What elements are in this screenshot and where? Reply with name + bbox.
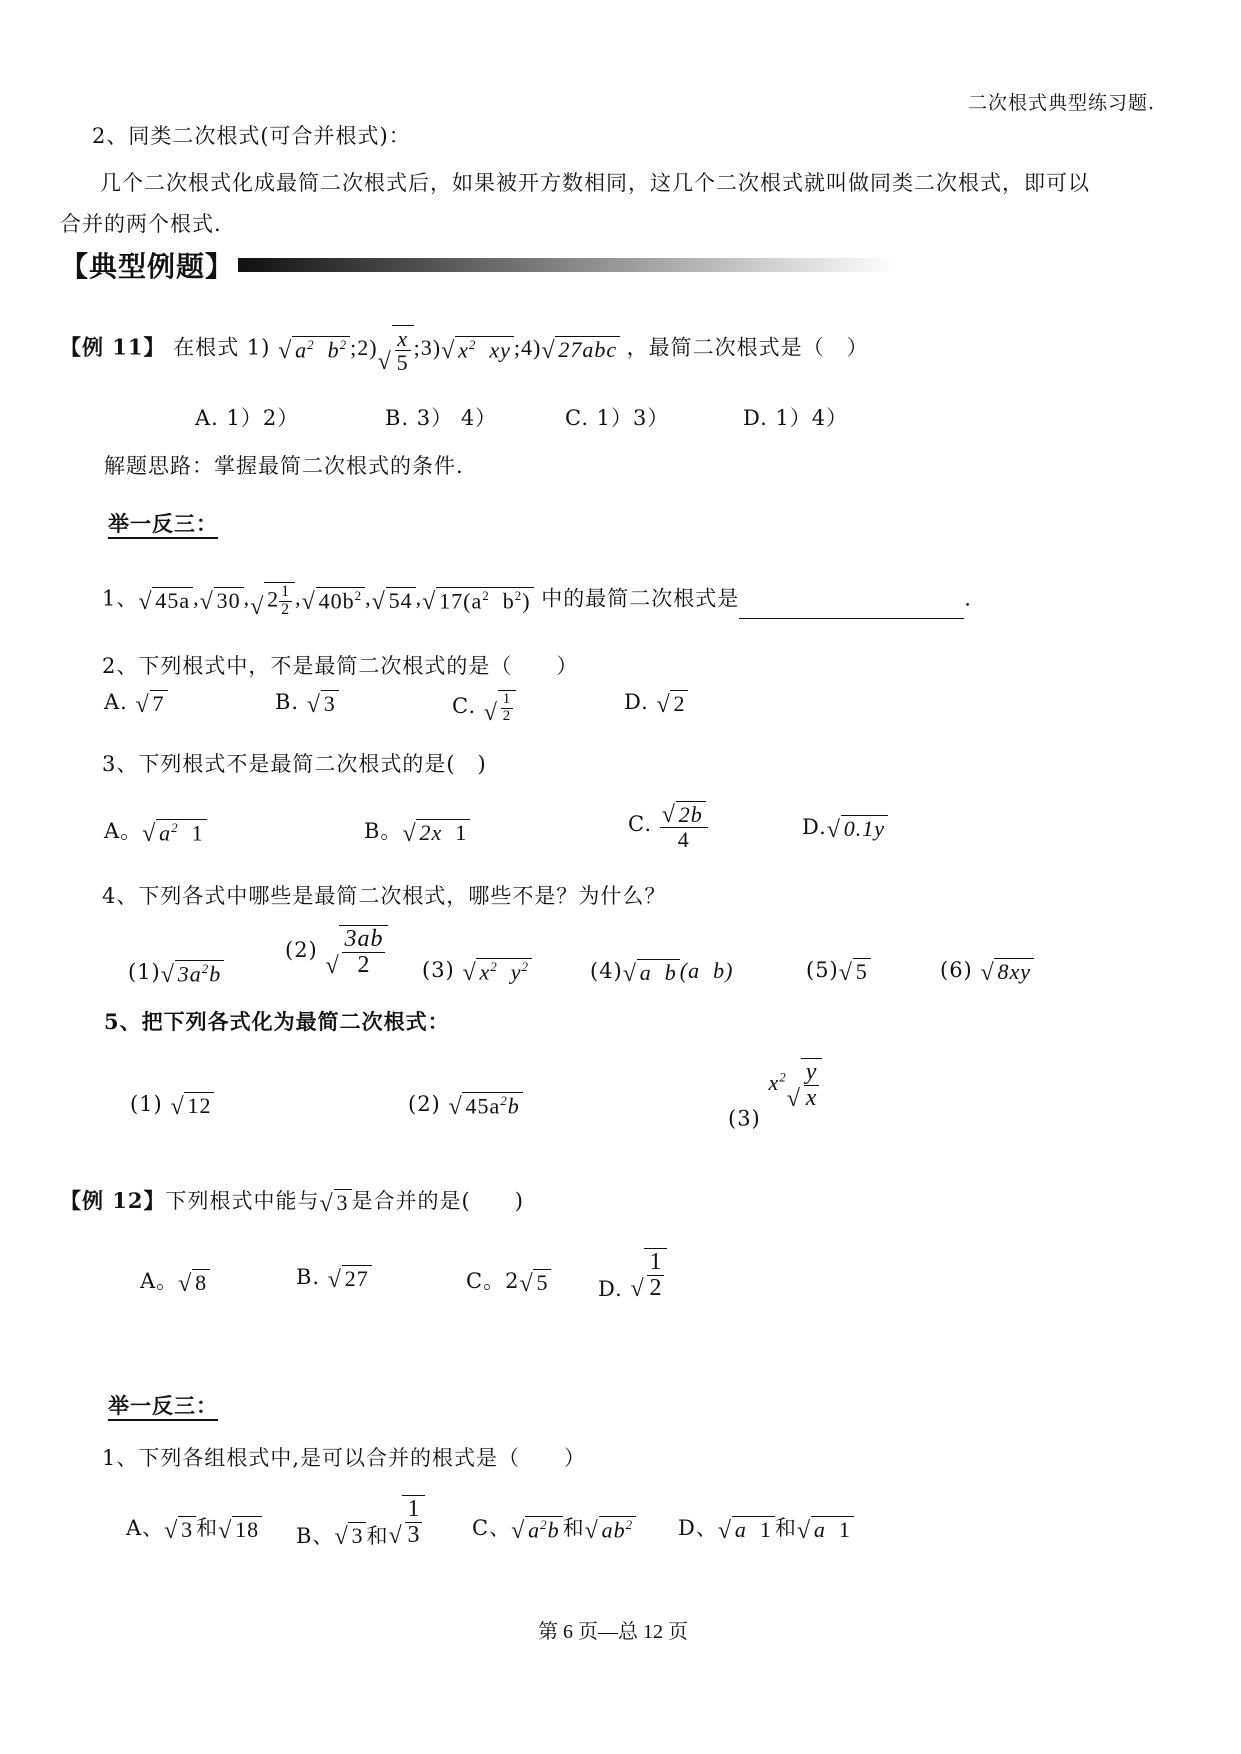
p2-option-c: C、√ $a^2b$ 和√ $ab^2$ <box>472 1512 636 1543</box>
ex11-hint: 解题思路：掌握最简二次根式的条件. <box>104 454 464 478</box>
q4-item-2: (2) √ $\frac{3ab}{2}$ <box>285 925 388 978</box>
ex12-option-d: D. √ $\frac{1}{2}$ <box>598 1248 667 1301</box>
q3-option-d: D.√ 0.1y <box>802 815 888 842</box>
ex11-option-a: A. 1）2） <box>195 406 300 430</box>
ex11-option-d: D. 1）4） <box>743 406 849 430</box>
q2-option-b: B. √ 3 <box>275 690 339 717</box>
practice1-q1: 1、√ 45a ,√ 30 ,√ 2 $\frac{1}{2}$ ,√ $40b^2$ ,√ 54 ,√ $17(a^2$ $b^2$) 中的最简二次根式是 . <box>102 582 972 619</box>
q5-item-3: (3) $x^2$ √ $\frac{y}{x}$ <box>728 1058 822 1131</box>
q4-item-3: (3) √ $x^2$ $y^2$ <box>422 958 532 985</box>
practice1-q2: 2、下列根式中，不是最简二次根式的是（ ） <box>102 654 579 678</box>
q2-option-c: C. √ $\frac{1}{2}$ <box>452 690 516 725</box>
ex11-stem-b: ，最简二次根式是（ ） <box>626 335 869 360</box>
q4-item-1: (1)√ $3a^2b$ <box>128 960 224 987</box>
ex12-option-c: C。2√ 5 <box>466 1265 551 1296</box>
p2-option-b: B、√ 3 和 √ $\frac{1}{3}$ <box>296 1495 425 1550</box>
page-footer: 第 6 页—总 12 页 <box>538 1621 688 1643</box>
practice2-title: 举一反三： <box>108 1390 218 1420</box>
ex12-stem: 【例 12】下列根式中能与√ 3 是合并的是( ) <box>60 1185 524 1216</box>
q4-item-6: (6) √ 8xy <box>940 958 1034 985</box>
q3-option-a: A。√ $a^2$ 1 <box>104 815 207 846</box>
q5-item-2: (2) √ $45a^2b$ <box>408 1092 523 1119</box>
running-title: 二次根式典型练习题. <box>968 92 1156 114</box>
practice1-q3: 3、下列根式不是最简二次根式的是( ) <box>102 752 487 776</box>
q3-option-c: C. √ $\frac{2b}{4}$ <box>628 800 708 851</box>
q1-answer-blank <box>739 598 964 619</box>
practice2-q1: 1、下列各组根式中,是可以合并的根式是（ ） <box>102 1446 587 1470</box>
section-title-bar <box>238 258 898 272</box>
ex12-option-a: A。√ 8 <box>140 1265 210 1296</box>
ex11-option-c: C. 1）3） <box>565 406 670 430</box>
ex11-stem-a: 在根式 1) <box>173 335 271 360</box>
intro-heading: 2、同类二次根式(可合并根式)： <box>92 124 411 148</box>
p2-option-d: D、√ a 1 和√ a 1 <box>678 1512 854 1543</box>
practice1-q4: 4、下列各式中哪些是最简二次根式，哪些不是？为什么？ <box>102 884 667 908</box>
q5-item-1: (1) √ 12 <box>130 1092 214 1119</box>
intro-body-line2: 合并的两个根式. <box>60 212 222 236</box>
ex11-label: 【例 11】 <box>60 334 166 360</box>
q2-option-a: A. √ 7 <box>104 690 168 717</box>
q3-option-b: B。√ 2x 1 <box>364 815 470 846</box>
intro-body-line1: 几个二次根式化成最简二次根式后，如果被开方数相同，这几个二次根式就叫做同类二次根式，即可以 <box>100 171 1090 195</box>
p2-option-a: A、√ 3 和√ 18 <box>126 1512 262 1543</box>
ex11-expr: √ $a^2$ $b^2$ ;2) √ $\frac{x}{5}$ ;3)√ $x^2$ xy ;4)√ 27abc <box>278 335 626 360</box>
q4-item-4: (4)√ a b (a b) <box>590 958 733 986</box>
q2-option-d: D. √ 2 <box>624 690 688 717</box>
ex11-option-b: B. 3） 4） <box>385 406 498 430</box>
q4-item-5: (5)√ 5 <box>806 958 871 985</box>
ex12-option-b: B. √ 27 <box>296 1265 372 1292</box>
ex11-stem <box>60 325 869 374</box>
section-title: 【典型例题】 <box>60 250 235 283</box>
practice1-title: 举一反三： <box>108 508 218 538</box>
practice1-q5: 5、把下列各式化为最简二次根式： <box>104 1009 450 1034</box>
